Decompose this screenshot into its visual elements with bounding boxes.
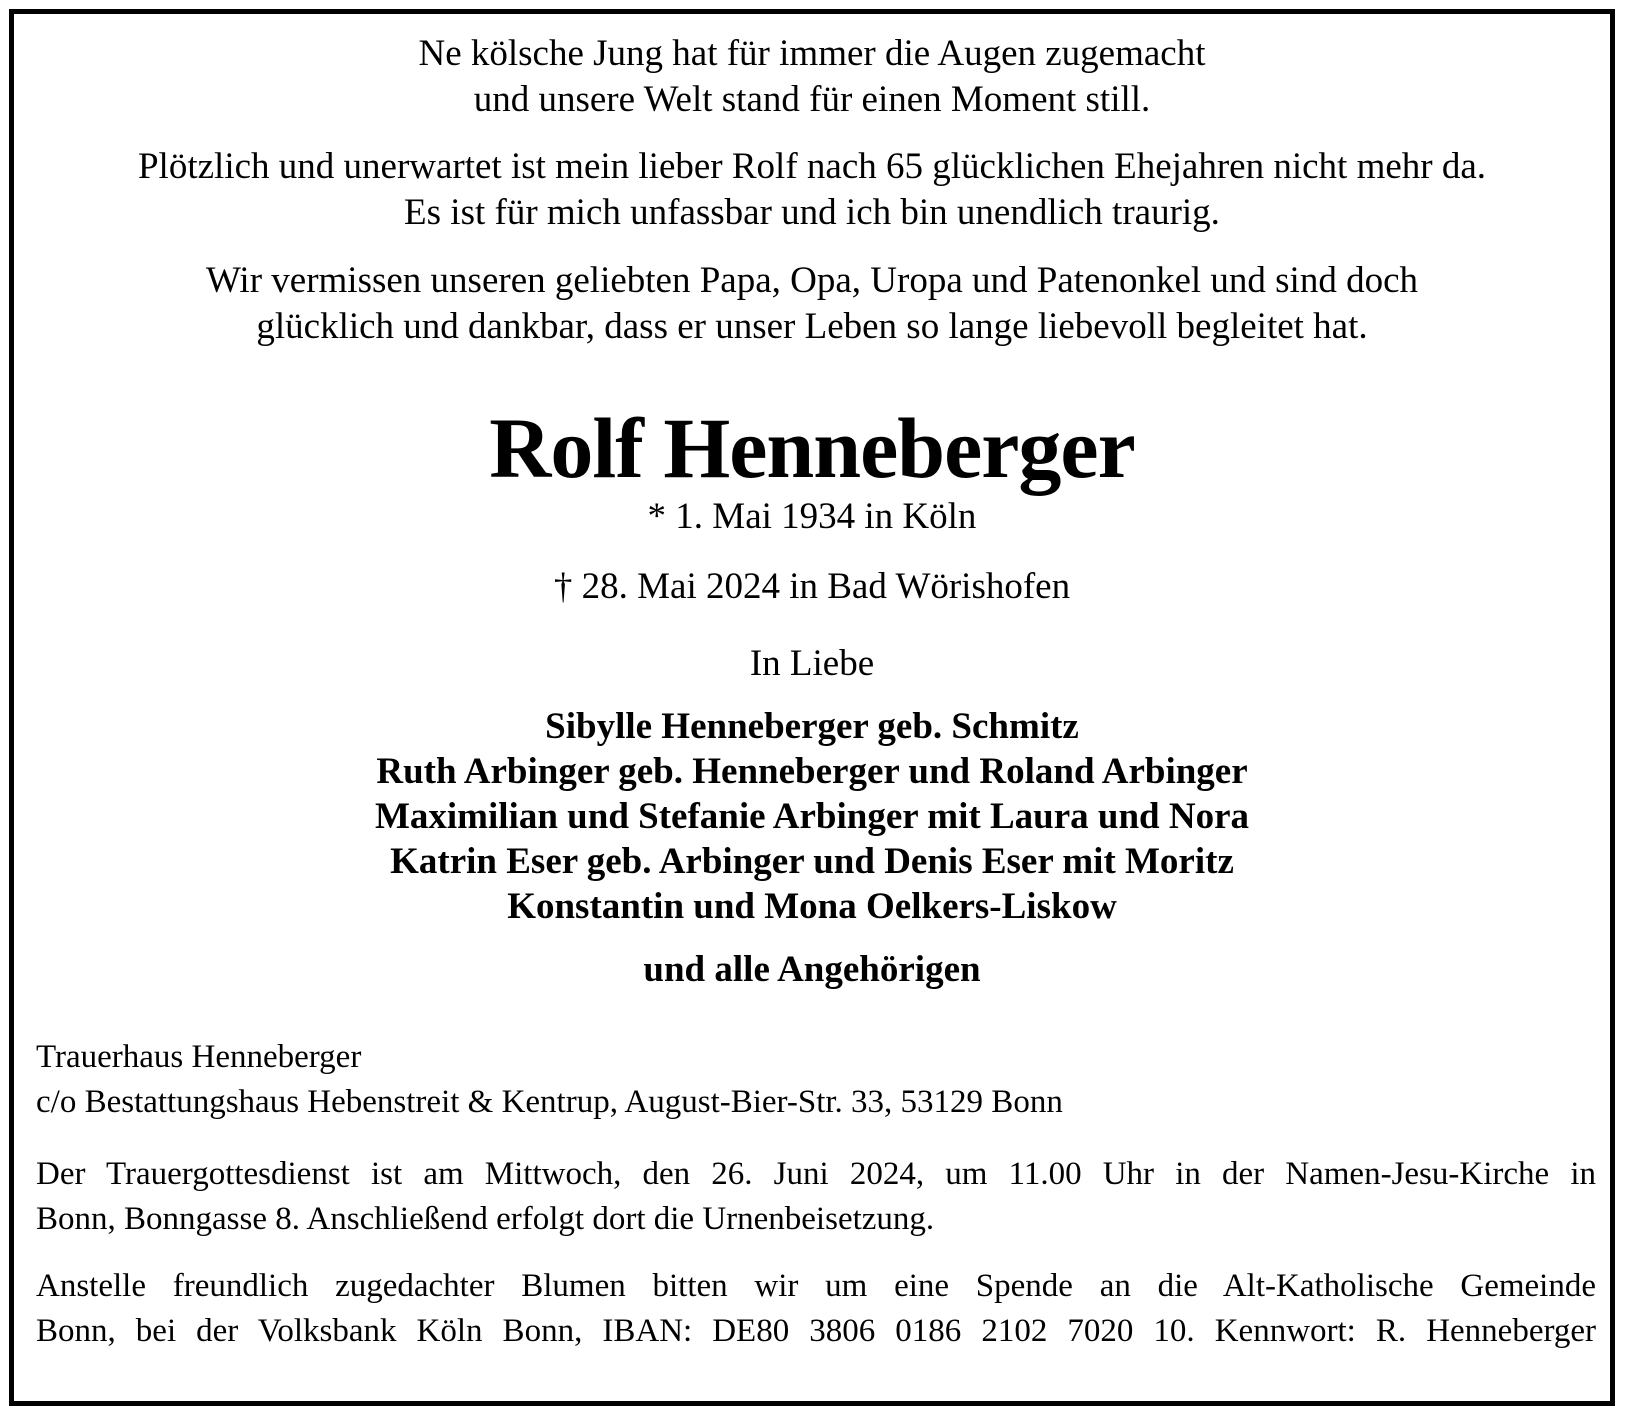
intro-line-2: und unsere Welt stand für einen Moment still. <box>473 79 1151 120</box>
mourner-name: Konstantin und Mona Oelkers-Liskow <box>507 886 1117 927</box>
deceased-name: Rolf Henneberger <box>489 400 1135 496</box>
address-line-1: Trauerhaus Henneberger <box>36 1039 362 1075</box>
donation-line-2: Bonn, bei der Volksbank Köln Bonn, IBAN: DE80 3806 0186 2102 7020 10. Kennwort: R. Henneberger <box>36 1313 1596 1349</box>
birth-date: * 1. Mai 1934 in Köln <box>647 496 977 537</box>
intro-line-3: Plötzlich und unerwartet ist mein lieber Rolf nach 65 glücklichen Ehejahren nicht mehr da. <box>137 146 1487 187</box>
intro-line-5: Wir vermissen unseren geliebten Papa, Opa, Uropa und Patenonkel und sind doch <box>205 260 1419 301</box>
mourner-name: Sibylle Henneberger geb. Schmitz <box>545 706 1079 747</box>
mourner-name: Katrin Eser geb. Arbinger und Denis Eser mit Moritz <box>390 841 1234 882</box>
intro-line-1: Ne kölsche Jung hat für immer die Augen zugemacht <box>418 33 1206 74</box>
death-date: † 28. Mai 2024 in Bad Wörishofen <box>553 566 1071 607</box>
intro-line-4: Es ist für mich unfassbar und ich bin unendlich traurig. <box>404 192 1220 233</box>
obituary-frame <box>9 9 1615 1406</box>
service-line-1: Der Trauergottesdienst ist am Mittwoch, den 26. Juni 2024, um 11.00 Uhr in der Namen-Jesu-Kirche in <box>36 1156 1596 1192</box>
mourner-name: Maximilian und Stefanie Arbinger mit Laura und Nora <box>374 796 1250 837</box>
address-line-2: c/o Bestattungshaus Hebenstreit & Kentrup, August-Bier-Str. 33, 53129 Bonn <box>36 1084 1063 1120</box>
intro-line-6: glücklich und dankbar, dass er unser Leben so lange liebevoll begleitet hat. <box>256 306 1368 347</box>
mourners-closing: und alle Angehörigen <box>643 949 981 990</box>
service-line-2: Bonn, Bonngasse 8. Anschließend erfolgt dort die Urnenbeisetzung. <box>36 1201 935 1237</box>
mourners-intro: In Liebe <box>749 643 875 684</box>
mourner-name: Ruth Arbinger geb. Henneberger und Roland Arbinger <box>376 751 1248 792</box>
donation-line-1: Anstelle freundlich zugedachter Blumen bitten wir um eine Spende an die Alt-Katholische Gemeinde <box>36 1268 1596 1304</box>
